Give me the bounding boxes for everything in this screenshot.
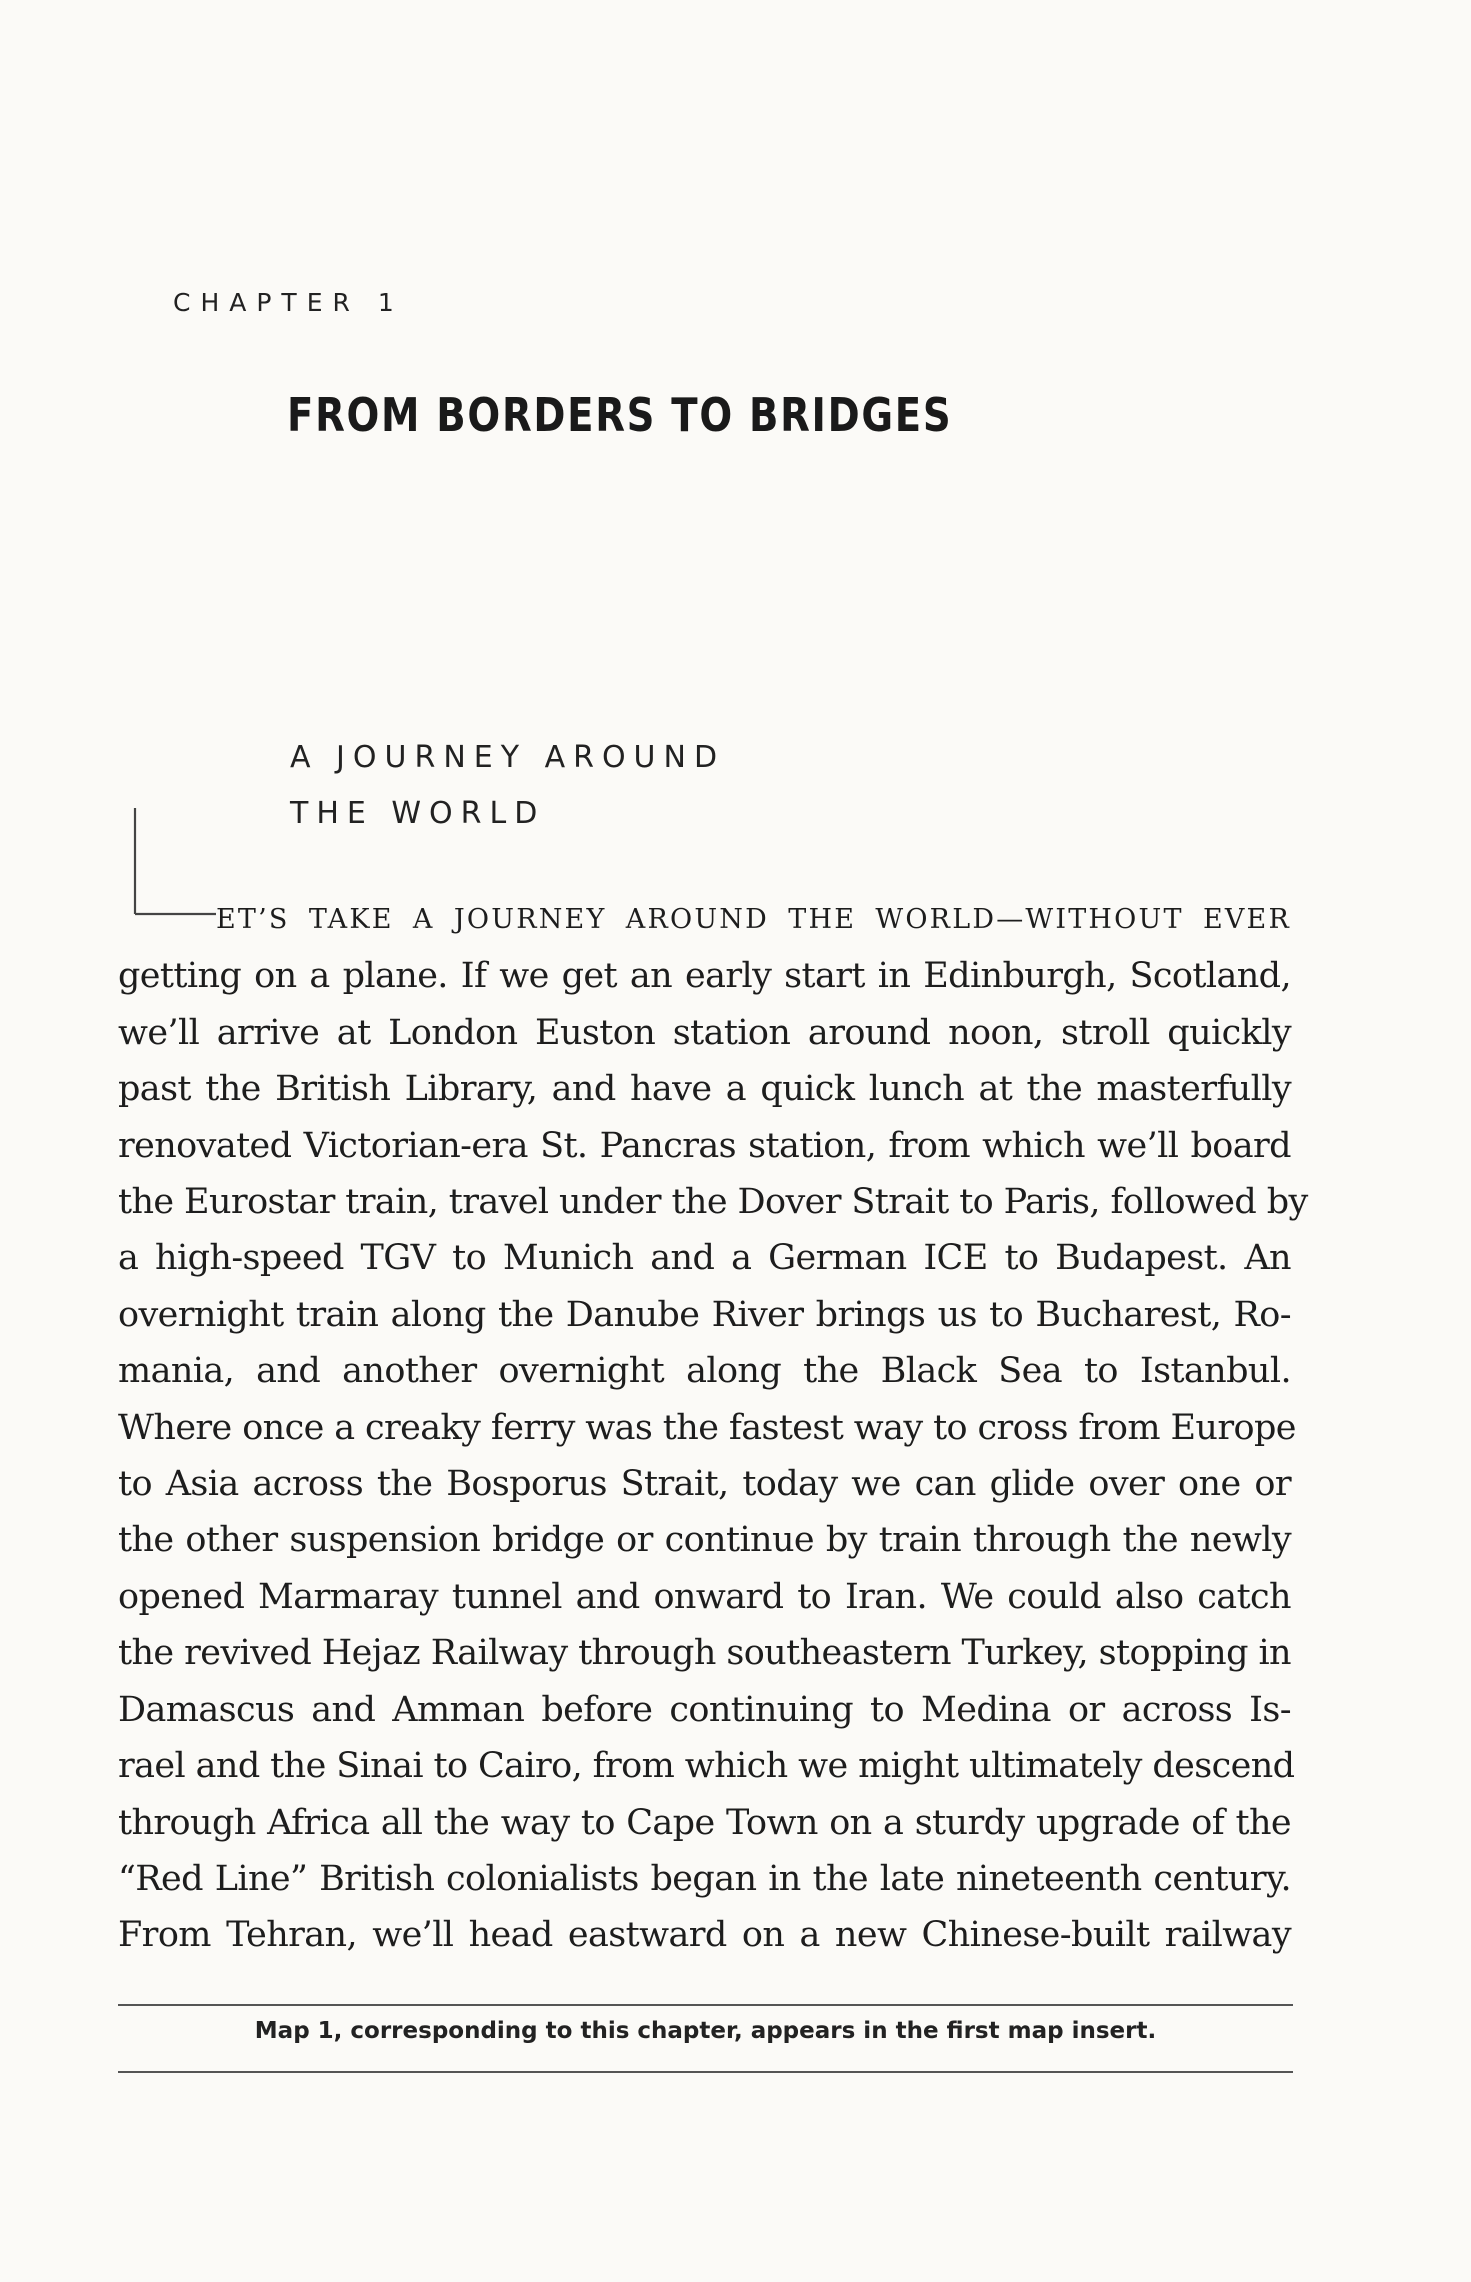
chapter-label: CHAPTER 1 bbox=[173, 288, 404, 317]
body-line: rael and the Sinai to Cairo, from which we might ultimately descend bbox=[118, 1746, 1295, 1787]
body-line: through Africa all the way to Cape Town on a sturdy upgrade of the bbox=[118, 1802, 1291, 1843]
footnote-rule-top bbox=[118, 2004, 1293, 2006]
body-line: ET’S TAKE A JOURNEY AROUND THE WORLD—WITHOUT EVER bbox=[216, 904, 1291, 935]
body-line: Where once a creaky ferry was the fastest way to cross from Europe bbox=[118, 1407, 1296, 1448]
body-line: Damascus and Amman before continuing to Medina or across Is- bbox=[118, 1689, 1291, 1730]
body-paragraph bbox=[118, 892, 1308, 1964]
body-line: we’ll arrive at London Euston station around noon, stroll quickly bbox=[118, 1012, 1291, 1053]
footnote-rule-bottom bbox=[118, 2071, 1293, 2073]
body-line: the other suspension bridge or continue by train through the newly bbox=[118, 1520, 1291, 1561]
section-heading-line-2: THE WORLD bbox=[290, 796, 546, 831]
body-line: past the British Library, and have a quick lunch at the masterfully bbox=[118, 1069, 1291, 1110]
chapter-title: FROM BORDERS TO BRIDGES bbox=[287, 388, 953, 442]
body-line: getting on a plane. If we get an early start in Edinburgh, Scotland, bbox=[118, 956, 1291, 997]
section-heading-line-1: A JOURNEY AROUND bbox=[290, 740, 726, 775]
body-line: the revived Hejaz Railway through southeastern Turkey, stopping in bbox=[118, 1633, 1291, 1674]
body-line: renovated Victorian-era St. Pancras station, from which we’ll board bbox=[118, 1125, 1291, 1166]
body-line: the Eurostar train, travel under the Dover Strait to Paris, followed by bbox=[118, 1182, 1308, 1223]
body-line: mania, and another overnight along the Black Sea to Istanbul. bbox=[118, 1351, 1291, 1392]
map-note: Map 1, corresponding to this chapter, appears in the first map insert. bbox=[254, 2018, 1157, 2044]
body-line: “Red Line” British colonialists began in the late nineteenth century. bbox=[118, 1858, 1291, 1899]
body-line: a high-speed TGV to Munich and a German ICE to Budapest. An bbox=[118, 1238, 1291, 1279]
body-line: opened Marmaray tunnel and onward to Iran. We could also catch bbox=[118, 1576, 1291, 1617]
section-heading bbox=[290, 730, 725, 842]
body-line: to Asia across the Bosporus Strait, today we can glide over one or bbox=[118, 1464, 1291, 1505]
body-line: From Tehran, we’ll head eastward on a new Chinese-built railway bbox=[118, 1915, 1291, 1956]
body-line: overnight train along the Danube River brings us to Bucharest, Ro- bbox=[118, 1294, 1291, 1335]
